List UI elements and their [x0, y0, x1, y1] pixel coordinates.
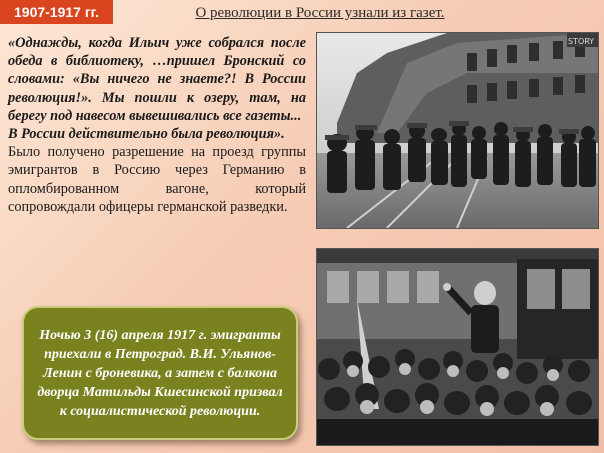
callout-box: [22, 306, 298, 440]
main-text-block: [8, 34, 306, 292]
lenin-speech-photo: [316, 248, 599, 446]
street-sign-text: STORY: [568, 37, 595, 46]
slide-title: О революции в России узнали из газет.: [195, 5, 445, 21]
emigrant-narrative: Было получено разрешение на проезд группы эмигрантов в Россию через Германию в опломбированном вагоне, который сопровождали офицеры германской разведки.: [8, 144, 306, 215]
memoir-quote: «Однажды, когда Ильич уже собрался после обеда в библиотеку, …пришел Бронский со словами: «Вы ничего не знаете?! В России революция!». Мы пошли к озеру, там, на берегу под навесом вывешивались все газеты...: [8, 35, 306, 124]
revolution-statement: В России действительно была революция».: [8, 126, 285, 143]
callout-text: Ночью 3 (16) апреля 1917 г. эмигранты приехали в Петроград. В.И. Ульянов-Ленин с броневика, а затем с балкона дворца Матильды Кшесинской призвал к социалистической революции.: [37, 327, 283, 419]
date-badge: 1907-1917 гг.: [0, 0, 113, 24]
street-crowd-photo: [316, 32, 599, 229]
